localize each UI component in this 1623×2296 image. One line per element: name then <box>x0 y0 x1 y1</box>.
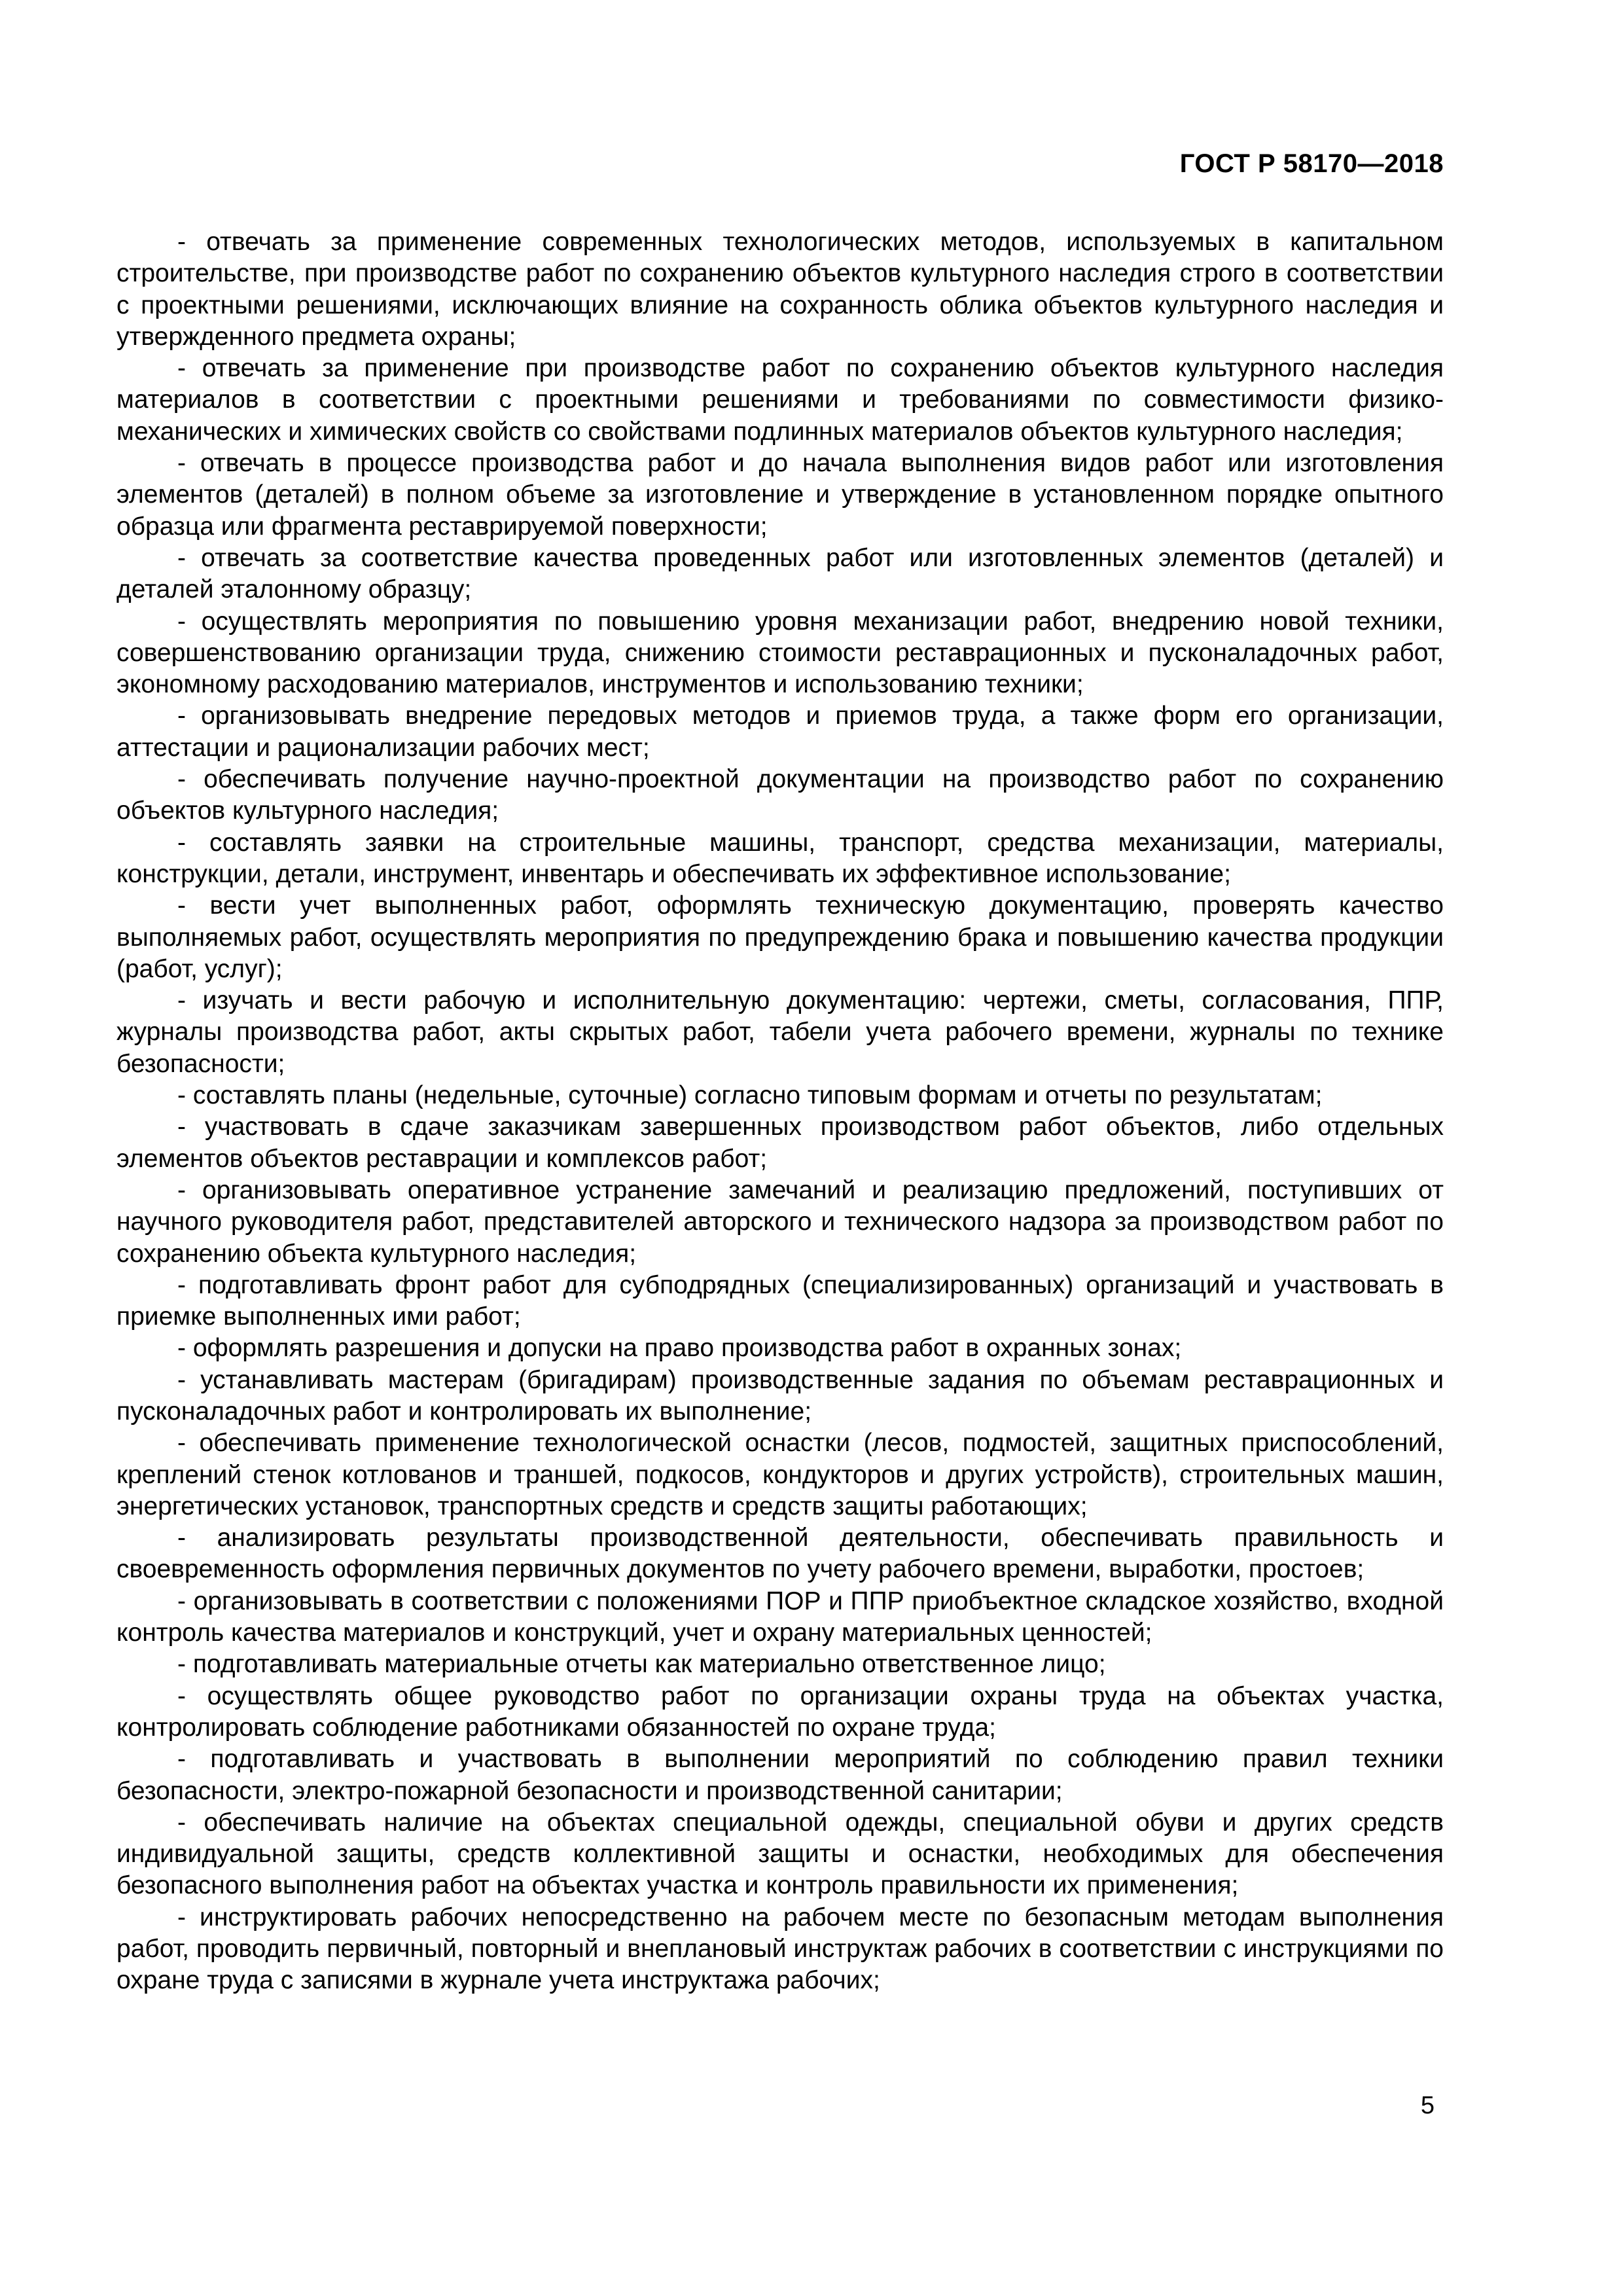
paragraph: - обеспечивать применение технологической оснастки (лесов, подмостей, защитных приспособлений, креплений стенок котлованов и траншей, подкосов, кондукторов и других устройств), строительных машин, энергетических установок, транспортных средств и средств защиты работающих; <box>116 1429 1444 1520</box>
paragraph: - организовывать внедрение передовых методов и приемов труда, а также форм его организации, аттестации и рационализации рабочих мест; <box>116 702 1444 762</box>
paragraph: - подготавливать фронт работ для субподрядных (специализированных) организаций и участвовать в приемке выполненных ими работ; <box>116 1270 1444 1331</box>
paragraph: - анализировать результаты производственной деятельности, обеспечивать правильность и своевременность оформления первичных документов по учету рабочего времени, выработки, простоев; <box>116 1524 1444 1584</box>
paragraph: - отвечать в процессе производства работ и до начала выполнения видов работ или изготовления элементов (деталей) в полном объеме за изготовление и утверждение в установленном порядке опытного образца или фрагмента реставрируемой поверхности; <box>116 449 1444 541</box>
document-body <box>116 226 1444 1997</box>
paragraph: - вести учет выполненных работ, оформлять техническую документацию, проверять качество выполняемых работ, осуществлять мероприятия по предупреждению брака и повышению качества продукции (работ, услуг); <box>116 891 1444 983</box>
paragraph: - отвечать за применение современных технологических методов, используемых в капитальном строительстве, при производстве работ по сохранению объектов культурного наследия строго в соответствии с проектными решениями, исключающих влияние на сохранность облика объектов культурного наследия и утвержденного предмета охраны; <box>116 228 1444 351</box>
page-number: 5 <box>1420 2092 1435 2119</box>
paragraph: - подготавливать материальные отчеты как материально ответственное лицо; <box>177 1650 1106 1679</box>
paragraph: - инструктировать рабочих непосредственно на рабочем месте по безопасным методам выполнения работ, проводить первичный, повторный и внеплановый инструктаж рабочих в соответствии с инструкциями по охране труда с записями в журнале учета инструктажа рабочих; <box>116 1903 1444 1995</box>
paragraph: - устанавливать мастерам (бригадирам) производственные задания по объемам реставрационных и пусконаладочных работ и контролировать их выполнение; <box>116 1365 1444 1426</box>
paragraph: - организовывать оперативное устранение замечаний и реализацию предложений, поступивших от научного руководителя работ, представителей авторского и технического надзора за производством работ по сохранению объекта культурного наследия; <box>116 1175 1444 1268</box>
paragraph: - обеспечивать получение научно-проектной документации на производство работ по сохранению объектов культурного наследия; <box>116 765 1444 825</box>
paragraph: - изучать и вести рабочую и исполнительную документацию: чертежи, сметы, согласования, ППР, журналы производства работ, акты скрытых работ, табели учета рабочего времени, журналы по технике безопасности; <box>116 986 1444 1078</box>
document-code-header: ГОСТ Р 58170—2018 <box>1179 149 1444 178</box>
paragraph: - осуществлять общее руководство работ по организации охраны труда на объектах участка, контролировать соблюдение работниками обязанностей по охране труда; <box>116 1681 1444 1742</box>
paragraph: - составлять заявки на строительные машины, транспорт, средства механизации, материалы, конструкции, детали, инструмент, инвентарь и обеспечивать их эффективное использование; <box>116 828 1444 888</box>
paragraph: - отвечать за соответствие качества проведенных работ или изготовленных элементов (деталей) и деталей эталонному образцу; <box>116 543 1444 604</box>
paragraph: - отвечать за применение при производстве работ по сохранению объектов культурного наследия материалов в соответствии с проектными решениями и требованиями по совместимости физико-механических и химических свойств со свойствами подлинных материалов объектов культурного наследия; <box>116 354 1444 446</box>
paragraph: - обеспечивать наличие на объектах специальной одежды, специальной обуви и других средств индивидуальной защиты, средств коллективной защиты и оснастки, необходимых для обеспечения безопасного выполнения работ на объектах участка и контроль правильности их применения; <box>116 1808 1444 1900</box>
paragraph: - подготавливать и участвовать в выполнении мероприятий по соблюдению правил техники безопасности, электро-пожарной безопасности и производственной санитарии; <box>116 1745 1444 1805</box>
paragraph: - организовывать в соответствии с положениями ПОР и ППР приобъектное складское хозяйство, входной контроль качества материалов и конструкций, учет и охрану материальных ценностей; <box>116 1587 1444 1647</box>
paragraph: - осуществлять мероприятия по повышению уровня механизации работ, внедрению новой техники, совершенствованию организации труда, снижению стоимости реставрационных и пусконаладочных работ, экономному расходованию материалов, инструментов и использованию техники; <box>116 607 1444 699</box>
paragraph: - оформлять разрешения и допуски на право производства работ в охранных зонах; <box>177 1334 1182 1363</box>
paragraph: - участвовать в сдаче заказчикам завершенных производством работ объектов, либо отдельных элементов объектов реставрации и комплексов работ; <box>116 1113 1444 1173</box>
paragraph: - составлять планы (недельные, суточные) согласно типовым формам и отчеты по результатам; <box>177 1081 1323 1110</box>
